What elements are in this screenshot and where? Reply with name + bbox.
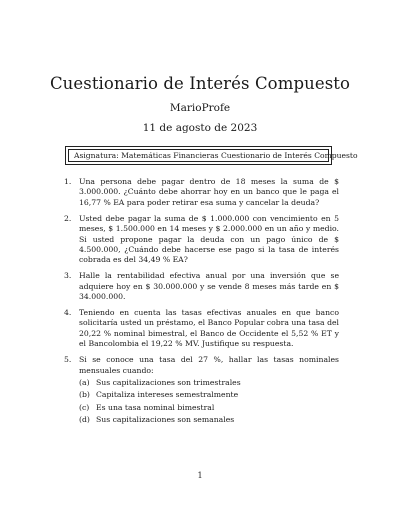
question-4 [64,308,339,350]
sub-question-text: Es una tasa nominal bimestral [96,402,215,412]
subject-box-text: Asignatura: Matemáticas Financieras Cuestionario de Interés Compuesto [68,149,329,162]
subject-box [65,146,358,165]
question-3 [64,271,339,302]
sub-question-text: Sus capitalizaciones son trimestrales [96,377,241,387]
sub-question-list [79,378,339,426]
question-number: 1. [64,177,72,186]
sub-question-label: (d) [79,415,90,425]
question-number: 3. [64,271,72,281]
question-list [64,177,339,431]
document-author: MarioProfe [169,102,231,114]
question-text: Una persona debe pagar dentro de 18 meses la suma de $ 3.000.000. ¿Cuánto debe ahorrar hoy en un banco que le paga el 16,77 % EA para poder retirar esa suma y cancelar la deuda? [79,177,339,207]
sub-question-a [79,378,339,388]
sub-question-b [79,390,339,400]
sub-question-text: Sus capitalizaciones son semanales [96,415,235,425]
sub-question-c [79,403,339,413]
sub-question-label: (c) [79,402,90,412]
question-2 [64,214,339,266]
document-date: 11 de agosto de 2023 [142,122,258,134]
question-1 [64,177,339,208]
question-number: 4. [64,307,72,317]
sub-question-d [79,415,339,425]
question-number: 5. [64,355,72,365]
question-text: Usted debe pagar la suma de $ 1.000.000 con vencimiento en 5 meses, $ 1.500.000 en 14 meses y $ 2.000.000 en un año y medio. Si usted propone pagar la deuda con un pago único de $ 4.500.000, ¿Cuándo debe hacerse ese pago si la tasa de interés cobrada es del 34,49 % EA? [79,213,339,265]
sub-question-label: (b) [79,390,90,400]
question-5 [64,355,339,425]
question-text: Teniendo en cuenta las tasas efectivas anuales en que banco solicitaría usted un préstamo, el Banco Popular cobra una tasa del 20,22 % nominal bimestral, el Banco de Occidente el 5,52 % ET y el Bancolombia el 19,22 % MV. Justifique su respuesta. [79,307,339,349]
page-number: 1 [197,471,203,480]
sub-question-text: Capitaliza intereses semestralmente [96,390,239,400]
sub-question-label: (a) [79,377,90,387]
question-number: 2. [64,213,72,223]
question-text: Halle la rentabilidad efectiva anual por una inversión que se adquiere hoy en $ 30.000.000 y se vende 8 meses más tarde en $ 34.000.000. [79,271,339,302]
document-title: Cuestionario de Interés Compuesto [49,74,351,93]
question-text: Si se conoce una tasa del 27 %, hallar las tasas nominales mensuales cuando: [79,355,339,375]
